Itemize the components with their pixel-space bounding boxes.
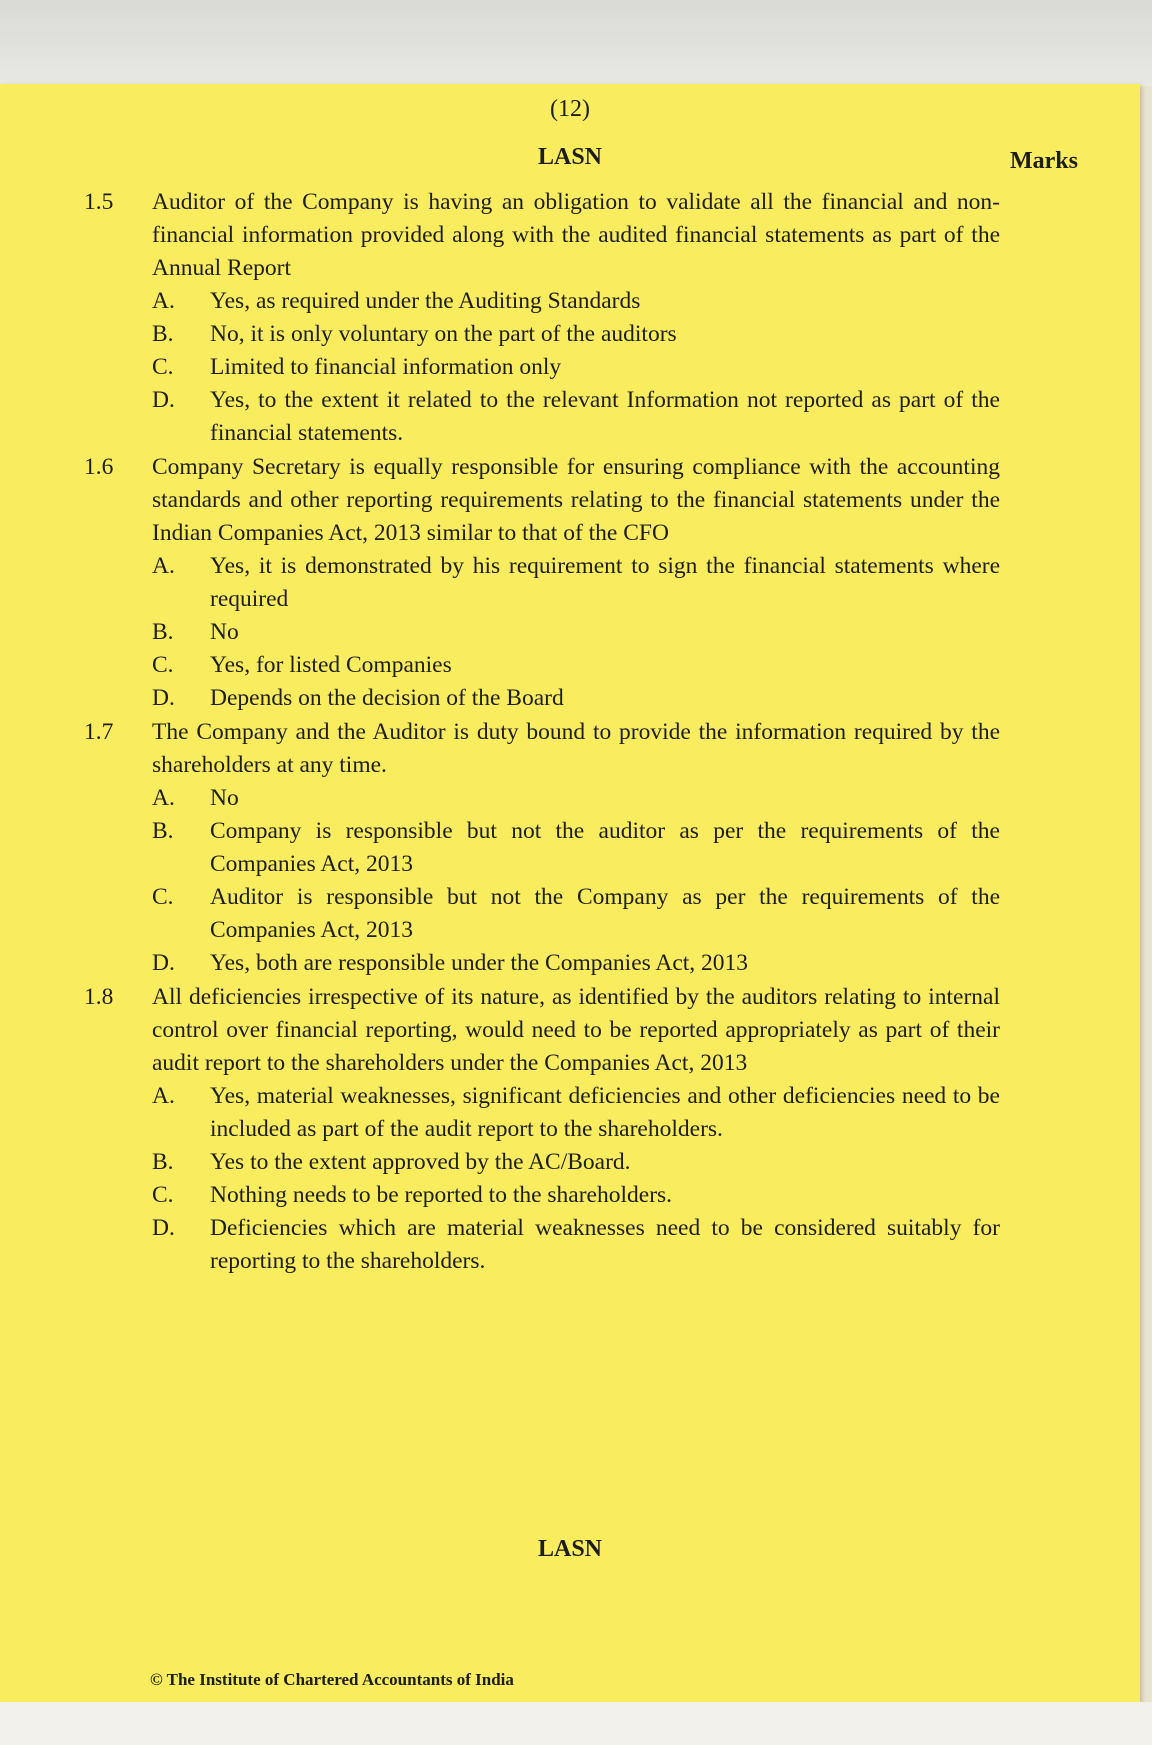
option-text: Depends on the decision of the Board [210,685,564,711]
option-text: No [210,785,239,811]
option-letter: B. [152,818,174,844]
answer-option [152,947,1000,980]
option-text: No [210,619,239,645]
question-text: Company Secretary is equally responsible for ensuring compliance with the accounting standards and other reporting requirements relating to the financial statements under the Indian Companies Act, 2013 similar to that of the CFO [152,454,1000,546]
answer-option [152,616,1000,649]
footer-title: LASN [537,1536,603,1562]
option-letter: D. [152,950,175,976]
question-number: 1.8 [84,984,114,1010]
answer-option [152,1212,1000,1278]
option-letter: B. [152,1149,174,1175]
question-text: All deficiencies irrespective of its nature, as identified by the auditors relating to internal control over financial reporting, would need to be reported appropriately as part of their audit report to the shareholders under the Companies Act, 2013 [152,984,1000,1076]
option-text: Yes, both are responsible under the Companies Act, 2013 [210,950,749,976]
answer-option [152,782,1000,815]
option-text: Nothing needs to be reported to the shareholders. [210,1182,673,1208]
option-text: Yes, for listed Companies [210,652,452,678]
question-block [84,716,1000,980]
answer-option [152,1146,1000,1179]
option-text: Yes, material weaknesses, significant deficiencies and other deficiencies need to be included as part of the audit report to the shareholders. [210,1083,1000,1142]
option-letter: A. [152,288,175,314]
option-letter: C. [152,652,174,678]
option-text: Yes, as required under the Auditing Standards [210,288,641,314]
option-letter: B. [152,619,174,645]
answer-option [152,815,1000,881]
option-letter: C. [152,1182,174,1208]
option-letter: A. [152,1083,175,1109]
option-letter: A. [152,785,175,811]
page-number: (12) [550,96,590,122]
questions-list [84,186,1000,1279]
answer-option [152,1179,1000,1212]
option-letter: B. [152,321,174,347]
question-text: The Company and the Auditor is duty bound to provide the information required by the shareholders at any time. [152,719,1000,778]
option-text: Yes to the extent approved by the AC/Board. [210,1149,631,1175]
option-text: Limited to financial information only [210,354,562,380]
option-text: Auditor is responsible but not the Company as per the requirements of the Companies Act, 2013 [210,884,1000,943]
answer-option [152,285,1000,318]
answer-option [152,550,1000,616]
option-text: Yes, it is demonstrated by his requirement to sign the financial statements where required [210,553,1000,612]
question-block [84,981,1000,1278]
question-block [84,186,1000,450]
header-title: LASN [537,144,603,170]
question-number: 1.6 [84,454,114,480]
question-number: 1.7 [84,719,114,745]
option-letter: D. [152,1215,175,1241]
answer-option [152,318,1000,351]
option-letter: D. [152,387,175,413]
answer-option [152,881,1000,947]
option-letter: C. [152,884,174,910]
option-text: Company is responsible but not the auditor as per the requirements of the Companies Act, 2013 [210,818,1000,877]
question-block [84,451,1000,715]
answer-option [152,682,1000,715]
answer-option [152,384,1000,450]
question-text: Auditor of the Company is having an obligation to validate all the financial and non-financial information provided along with the audited financial statements as part of the Annual Report [152,189,1000,281]
question-number: 1.5 [84,189,114,215]
option-letter: D. [152,685,175,711]
option-letter: A. [152,553,175,579]
scan-bottom-strip [0,1702,1152,1745]
option-text: No, it is only voluntary on the part of the auditors [210,321,677,347]
answer-option [152,351,1000,384]
marks-label: Marks [1010,148,1078,174]
scan-top-strip [0,0,1152,86]
option-letter: C. [152,354,174,380]
answer-option [152,649,1000,682]
answer-option [152,1080,1000,1146]
option-text: Yes, to the extent it related to the relevant Information not reported as part of the financial statements. [210,387,1000,446]
option-text: Deficiencies which are material weaknesses need to be considered suitably for reporting to the shareholders. [210,1215,1000,1274]
copyright-notice: © The Institute of Chartered Accountants of India [150,1670,514,1689]
